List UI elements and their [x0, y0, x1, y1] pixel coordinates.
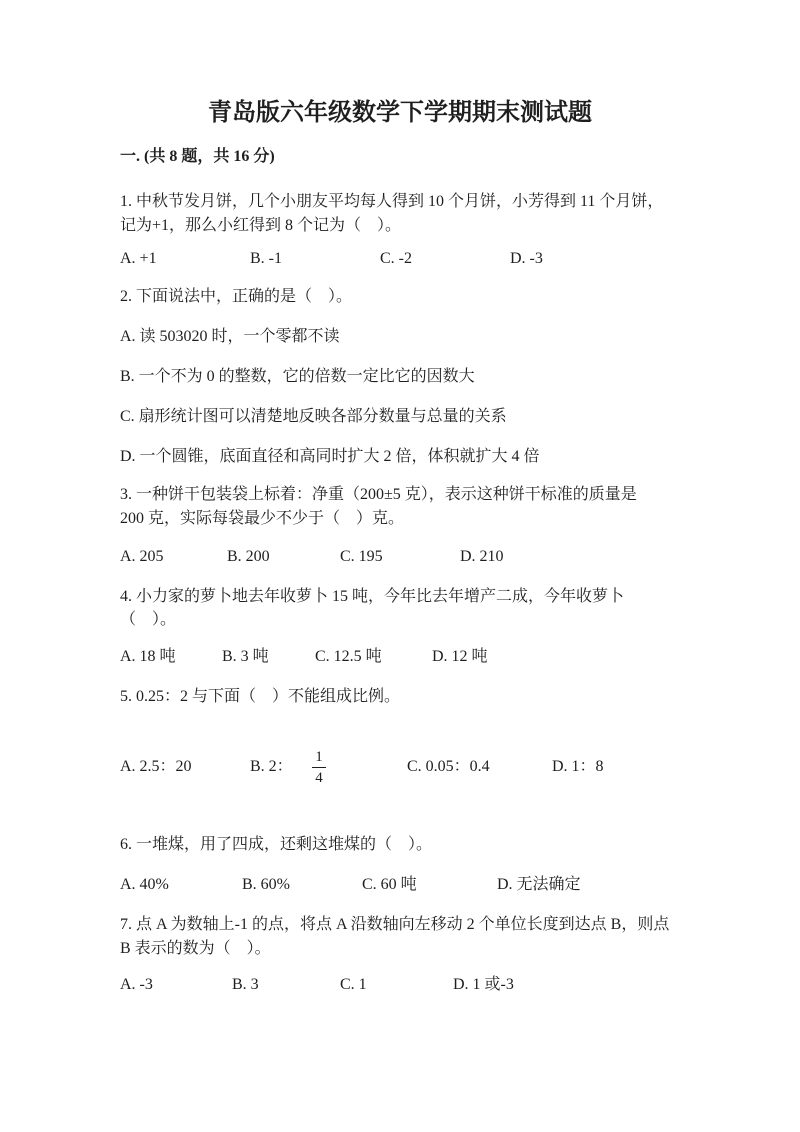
question-5-option-c: C. 0.05：0.4 — [407, 758, 490, 775]
question-2-option-b: B. 一个不为 0 的整数，它的倍数一定比它的因数大 — [120, 368, 475, 385]
question-1-line-1: 1. 中秋节发月饼，几个小朋友平均每人得到 10 个月饼，小芳得到 11 个月饼， — [120, 193, 664, 210]
section-heading: 一. (共 8 题，共 16 分) — [120, 148, 275, 165]
question-6-line-1: 6. 一堆煤，用了四成，还剩这堆煤的（ ）。 — [120, 836, 433, 853]
fraction-denominator: 4 — [315, 770, 323, 786]
question-7-option-c: C. 1 — [340, 976, 367, 993]
question-5-option-b-fraction — [312, 748, 326, 787]
question-3-option-a: A. 205 — [120, 548, 164, 565]
question-5-option-d: D. 1：8 — [552, 758, 604, 775]
question-3-option-d: D. 210 — [460, 548, 504, 565]
question-3-line-2: 200 克，实际每袋最少不少于（ ）克。 — [120, 510, 405, 527]
question-1-option-c: C. -2 — [380, 250, 412, 267]
question-6-option-a: A. 40% — [120, 876, 169, 893]
question-4-line-2: （ ）。 — [120, 611, 177, 628]
question-1-option-b: B. -1 — [250, 250, 282, 267]
question-2-option-d: D. 一个圆锥，底面直径和高同时扩大 2 倍，体积就扩大 4 倍 — [120, 448, 540, 465]
question-6-option-b: B. 60% — [242, 876, 290, 893]
question-6-option-c: C. 60 吨 — [362, 876, 417, 893]
question-4-line-1: 4. 小力家的萝卜地去年收萝卜 15 吨，今年比去年增产二成，今年收萝卜 — [120, 588, 625, 605]
question-6-option-d: D. 无法确定 — [497, 876, 581, 893]
question-1-option-d: D. -3 — [510, 250, 543, 267]
question-2-line-1: 2. 下面说法中，正确的是（ ）。 — [120, 288, 353, 305]
question-7-line-2: B 表示的数为（ ）。 — [120, 940, 271, 957]
question-5-option-b: B. 2： — [250, 758, 293, 775]
fraction-numerator: 1 — [312, 748, 326, 768]
question-5-option-a: A. 2.5：20 — [120, 758, 192, 775]
question-1-line-2: 记为+1，那么小红得到 8 个记为（ ）。 — [120, 217, 402, 234]
question-7-line-1: 7. 点 A 为数轴上-1 的点，将点 A 沿数轴向左移动 2 个单位长度到达点 B，则点 — [120, 916, 670, 933]
question-7-option-a: A. -3 — [120, 976, 153, 993]
question-3-option-c: C. 195 — [340, 548, 383, 565]
question-5-line-1: 5. 0.25：2 与下面（ ）不能组成比例。 — [120, 688, 401, 705]
question-2-option-c: C. 扇形统计图可以清楚地反映各部分数量与总量的关系 — [120, 408, 507, 425]
question-2-option-a: A. 读 503020 时，一个零都不读 — [120, 328, 340, 345]
question-4-option-b: B. 3 吨 — [222, 648, 269, 665]
question-3-line-1: 3. 一种饼干包装袋上标着：净重（200±5 克），表示这种饼干标准的质量是 — [120, 486, 637, 503]
question-4-option-a: A. 18 吨 — [120, 648, 176, 665]
question-3-option-b: B. 200 — [227, 548, 270, 565]
question-7-option-d: D. 1 或-3 — [453, 976, 514, 993]
question-7-option-b: B. 3 — [232, 976, 259, 993]
question-4-option-c: C. 12.5 吨 — [315, 648, 382, 665]
question-1-option-a: A. +1 — [120, 250, 157, 267]
document-title: 青岛版六年级数学下学期期末测试题 — [208, 100, 592, 126]
question-4-option-d: D. 12 吨 — [432, 648, 488, 665]
